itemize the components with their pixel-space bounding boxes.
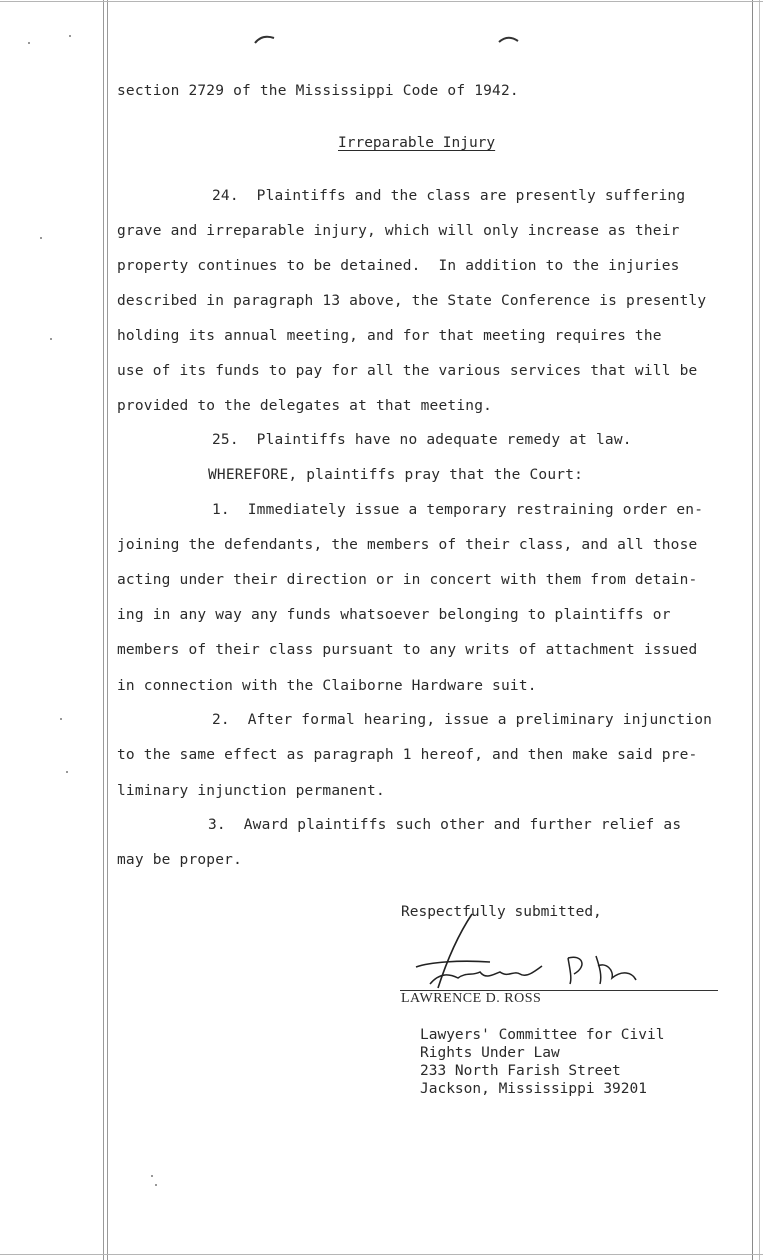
body-line: grave and irreparable injury, which will only increase as their [117, 223, 680, 239]
body-line: 24. Plaintiffs and the class are presently suffering [212, 188, 686, 204]
body-line: provided to the delegates at that meeting. [117, 398, 493, 414]
body-line: 1. Immediately issue a temporary restraining order en- [212, 502, 704, 518]
closing-text: Respectfully submitted, [401, 904, 602, 920]
speck [66, 771, 68, 773]
body-line: 3. Award plaintiffs such other and further relief as [208, 817, 682, 833]
speck [60, 718, 62, 720]
handwritten-signature [400, 912, 660, 992]
punch-mark-right [498, 34, 520, 44]
address-line: Rights Under Law [420, 1045, 560, 1061]
address-line: Jackson, Mississippi 39201 [420, 1081, 647, 1097]
body-line: WHEREFORE, plaintiffs pray that the Court: [208, 467, 584, 483]
intro-line: section 2729 of the Mississippi Code of 1942. [117, 83, 519, 99]
right-margin-rule [752, 0, 753, 1260]
body-line: 2. After formal hearing, issue a preliminary injunction [212, 712, 713, 728]
body-line: 25. Plaintiffs have no adequate remedy at law. [212, 432, 632, 448]
speck [40, 237, 42, 239]
body-line: holding its annual meeting, and for that meeting requires the [117, 328, 662, 344]
punch-mark-left [254, 34, 276, 44]
body-line: in connection with the Claiborne Hardware suit. [117, 678, 537, 694]
right-edge-rule [759, 0, 760, 1260]
body-line: described in paragraph 13 above, the State Conference is presently [117, 293, 707, 309]
bottom-edge-rule [0, 1254, 763, 1255]
left-margin-rule-inner [107, 0, 108, 1260]
body-line: members of their class pursuant to any writs of attachment issued [117, 642, 698, 658]
body-line: joining the defendants, the members of their class, and all those [117, 537, 698, 553]
signer-name: LAWRENCE D. ROSS [401, 991, 542, 1006]
left-margin-rule [103, 0, 104, 1260]
body-line: acting under their direction or in concert with them from detain- [117, 572, 698, 588]
body-line: use of its funds to pay for all the various services that will be [117, 363, 698, 379]
speck [155, 1184, 157, 1186]
address-line: 233 North Farish Street [420, 1063, 621, 1079]
address-line: Lawyers' Committee for Civil [420, 1027, 665, 1043]
speck [28, 42, 30, 44]
section-heading: Irreparable Injury [338, 135, 496, 151]
top-edge-rule [0, 1, 763, 2]
body-line: ing in any way any funds whatsoever belonging to plaintiffs or [117, 607, 671, 623]
body-line: liminary injunction permanent. [117, 783, 385, 799]
body-line: property continues to be detained. In addition to the injuries [117, 258, 680, 274]
speck [151, 1175, 153, 1177]
speck [50, 338, 52, 340]
speck [69, 35, 71, 37]
body-line: to the same effect as paragraph 1 hereof, and then make said pre- [117, 747, 698, 763]
body-line: may be proper. [117, 852, 243, 868]
